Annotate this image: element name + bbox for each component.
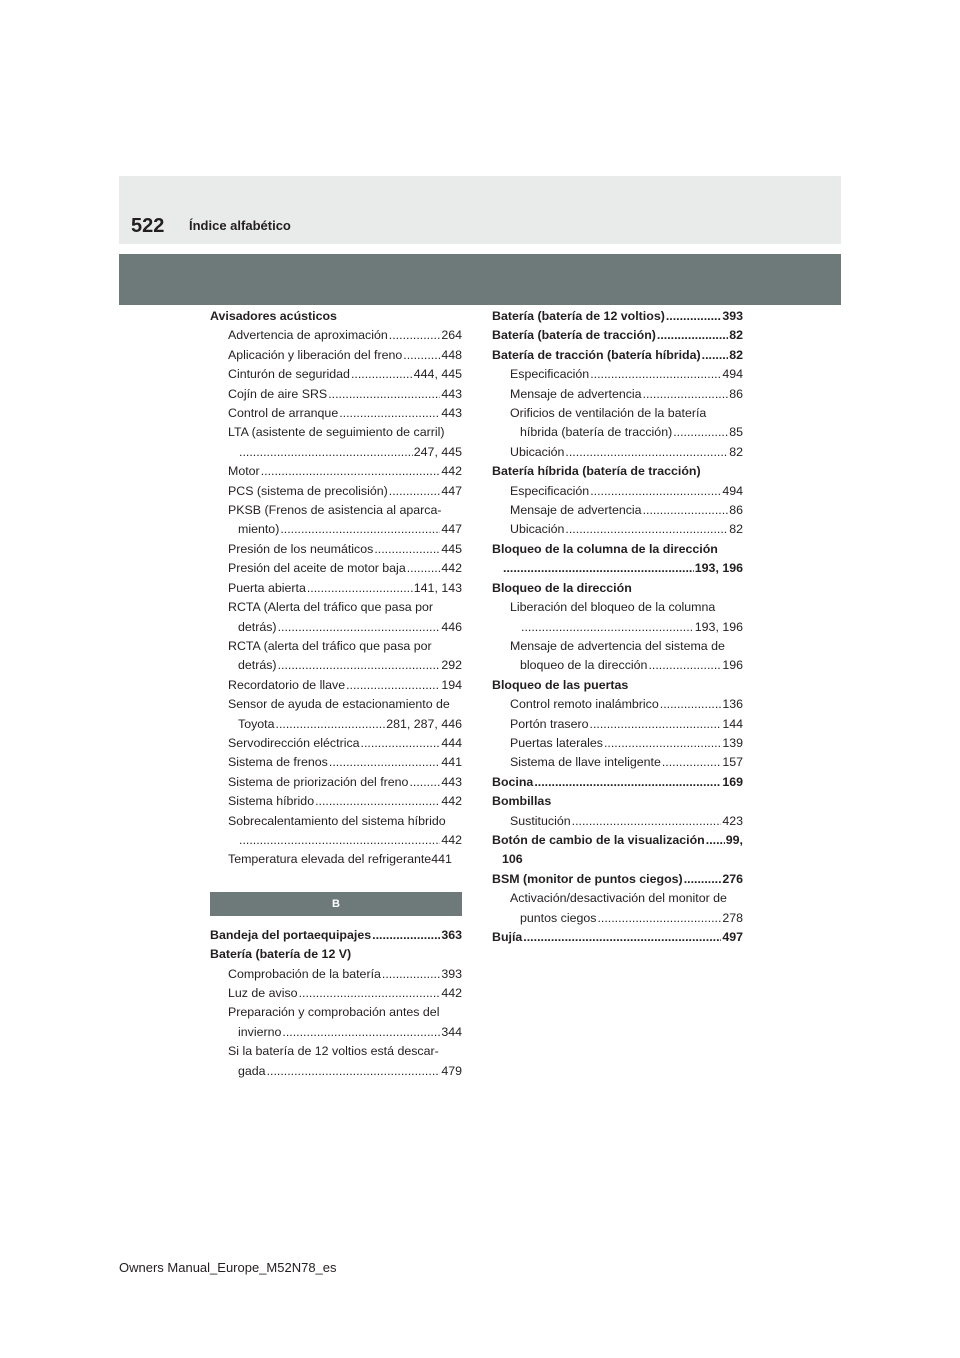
index-heading: Bloqueo de las puertas	[492, 677, 629, 692]
index-entry[interactable]: Activación/desactivación del monitor de puntos ciegos ..... 278	[492, 889, 743, 928]
index-entry[interactable]: Portón trasero ..... 144	[492, 715, 743, 734]
index-entry[interactable]: Si la batería de 12 voltios está descar- gada ..... 479	[210, 1042, 462, 1081]
index-heading: Bombillas	[492, 794, 552, 809]
index-entry[interactable]: Cojín de aire SRS ..... 443	[210, 385, 462, 404]
index-entry[interactable]: Puerta abierta ..... 141, 143	[210, 579, 462, 598]
index-entry[interactable]: Servodirección eléctrica ..... 444	[210, 734, 462, 753]
index-entry[interactable]: Liberación del bloqueo de la columna ..... 193, 196	[492, 598, 743, 637]
header-divider-bar	[119, 254, 841, 305]
letter-section-header: B	[210, 892, 462, 916]
index-entry[interactable]: LTA (asistente de seguimiento de carril) ..... 247, 445	[210, 423, 462, 462]
index-entry[interactable]: Sistema de llave inteligente ..... 157	[492, 753, 743, 772]
index-entry[interactable]: Especificación ..... 494	[492, 482, 743, 501]
index-entry[interactable]: Sistema de frenos ..... 441	[210, 753, 462, 772]
index-entry[interactable]: Aplicación y liberación del freno ..... 448	[210, 346, 462, 365]
index-entry[interactable]: Cinturón de seguridad ..... 444, 445	[210, 365, 462, 384]
index-entry[interactable]: Luz de aviso ..... 442	[210, 984, 462, 1003]
index-entry[interactable]: RCTA (alerta del tráfico que pasa por detrás) ..... 292	[210, 637, 462, 676]
header-band	[119, 176, 841, 244]
section-title: Índice alfabético	[189, 218, 291, 233]
index-entry[interactable]: Sensor de ayuda de estacionamiento de Toyota ..... 281, 287, 446	[210, 695, 462, 734]
index-heading: Avisadores acústicos	[210, 309, 337, 323]
index-heading[interactable]: Botón de cambio de la visualización ..... 99, 106	[492, 831, 743, 870]
index-entry[interactable]: Control remoto inalámbrico ..... 136	[492, 695, 743, 714]
index-heading: Bloqueo de la dirección	[492, 580, 632, 595]
index-heading: Batería (batería de 12 V)	[210, 947, 352, 962]
index-entry[interactable]: Ubicación ..... 82	[492, 443, 743, 462]
index-entry[interactable]: Motor ..... 442	[210, 462, 462, 481]
index-entry[interactable]: Presión de los neumáticos ..... 445	[210, 540, 462, 559]
footer-doc-id: Owners Manual_Europe_M52N78_es	[119, 1260, 337, 1275]
index-entry[interactable]: Advertencia de aproximación ..... 264	[210, 326, 462, 345]
index-entry[interactable]: Sistema de priorización del freno ..... 443	[210, 773, 462, 792]
index-heading: Batería híbrida (batería de tracción)	[492, 464, 701, 479]
index-column-left	[210, 307, 462, 1081]
index-entry[interactable]: Sistema híbrido ..... 442	[210, 792, 462, 811]
index-entry[interactable]: Mensaje de advertencia del sistema de bloqueo de la dirección ..... 196	[492, 637, 743, 676]
index-entry[interactable]: RCTA (Alerta del tráfico que pasa por detrás) ..... 446	[210, 598, 462, 637]
index-column-right	[492, 307, 743, 947]
index-heading[interactable]: Batería (batería de 12 voltios) ..... 393	[492, 307, 743, 326]
index-entry[interactable]: Temperatura elevada del refrigerante 441	[228, 852, 452, 867]
index-entry[interactable]: Comprobación de la batería ..... 393	[210, 965, 462, 984]
index-entry[interactable]: Puertas laterales ..... 139	[492, 734, 743, 753]
index-entry[interactable]: PCS (sistema de precolisión) ..... 447	[210, 482, 462, 501]
index-heading[interactable]: BSM (monitor de puntos ciegos) ..... 276	[492, 870, 743, 889]
index-entry[interactable]: Orificios de ventilación de la batería híbrida (batería de tracción) ..... 85	[492, 404, 743, 443]
index-entry[interactable]: Recordatorio de llave ..... 194	[210, 676, 462, 695]
index-heading[interactable]: Bujía ..... 497	[492, 928, 743, 947]
index-heading[interactable]: Bloqueo de la columna de la dirección ..... 193, 196	[492, 540, 743, 579]
index-entry[interactable]: Sustitución ..... 423	[492, 812, 743, 831]
index-entry[interactable]: PKSB (Frenos de asistencia al aparca- miento) ..... 447	[210, 501, 462, 540]
index-entry[interactable]: Especificación ..... 494	[492, 365, 743, 384]
index-entry[interactable]: Mensaje de advertencia ..... 86	[492, 501, 743, 520]
index-heading[interactable]: Batería (batería de tracción) ..... 82	[492, 326, 743, 345]
index-heading[interactable]: Bocina ..... 169	[492, 773, 743, 792]
index-entry[interactable]: Presión del aceite de motor baja ..... 442	[210, 559, 462, 578]
index-entry[interactable]: Mensaje de advertencia ..... 86	[492, 385, 743, 404]
index-entry[interactable]: Control de arranque ..... 443	[210, 404, 462, 423]
index-heading[interactable]: Batería de tracción (batería híbrida) ..... 82	[492, 346, 743, 365]
index-entry[interactable]: Preparación y comprobación antes del invierno ..... 344	[210, 1003, 462, 1042]
index-entry[interactable]: Ubicación ..... 82	[492, 520, 743, 539]
index-entry[interactable]: Sobrecalentamiento del sistema híbrido ..... 442	[210, 812, 462, 851]
index-heading[interactable]: Bandeja del portaequipajes ..... 363	[210, 926, 462, 945]
page-number: 522	[131, 215, 165, 237]
